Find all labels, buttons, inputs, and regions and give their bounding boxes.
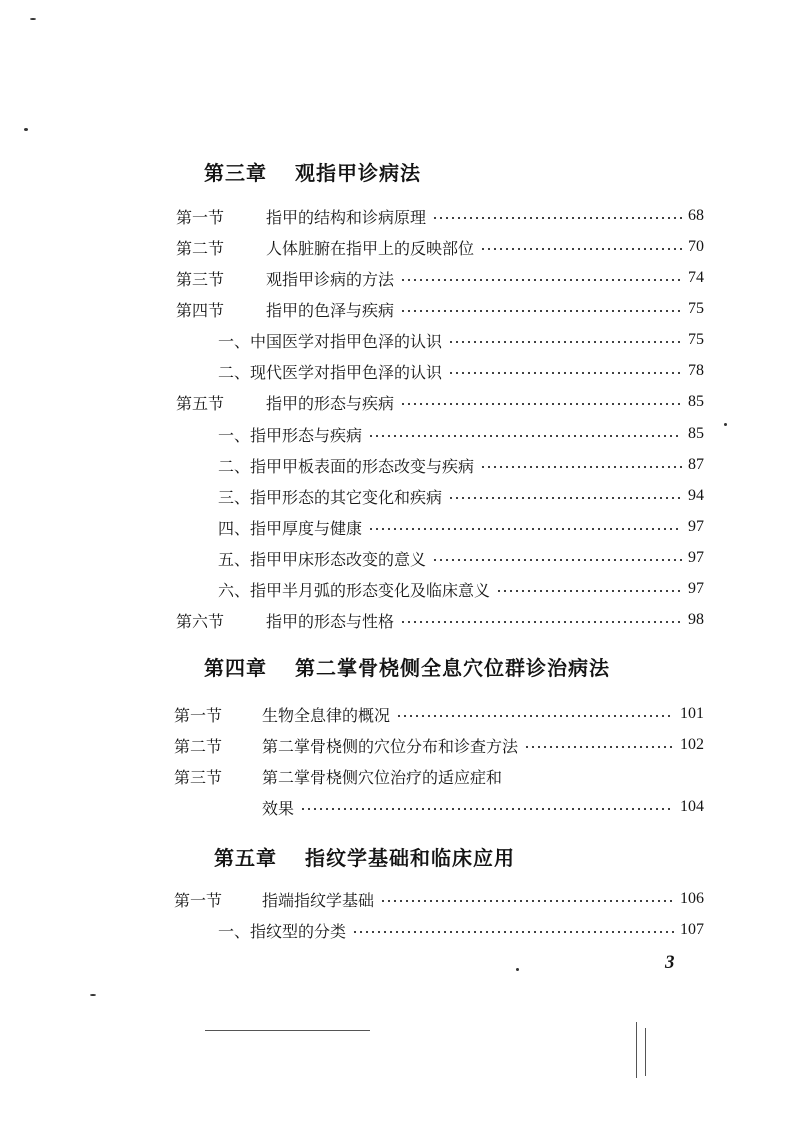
chapter-heading — [204, 157, 421, 186]
toc-entry[interactable] — [218, 452, 704, 478]
toc-title: 人体脏腑在指甲上的反映部位 — [266, 238, 475, 258]
chapter-heading — [204, 652, 610, 681]
toc-page: 102 — [680, 736, 704, 753]
toc-title: 效果 — [262, 798, 295, 818]
toc-section: 第二节 — [176, 238, 225, 258]
chapter-label: 第三章 — [204, 161, 267, 185]
toc-page: 87 — [688, 456, 704, 473]
scan-speck — [724, 423, 727, 426]
dot-leader — [432, 217, 682, 219]
toc-entry[interactable] — [176, 203, 704, 229]
chapter-title: 观指甲诊病法 — [295, 161, 421, 185]
toc-page: 94 — [688, 487, 704, 504]
toc-section: 第三节 — [176, 269, 225, 289]
toc-page: 107 — [680, 921, 704, 938]
toc-page: 97 — [688, 580, 704, 597]
toc-entry[interactable] — [174, 732, 704, 758]
toc-page: 75 — [688, 300, 704, 317]
page-number: 3 — [665, 952, 675, 973]
toc-section: 第二节 — [174, 736, 223, 756]
toc-title: 指甲的形态与性格 — [266, 611, 395, 631]
dot-leader — [368, 435, 682, 437]
dot-leader — [496, 590, 682, 592]
toc-page: 85 — [688, 393, 704, 410]
toc-title: 第二掌骨桡侧的穴位分布和诊查方法 — [262, 736, 519, 756]
toc-entry[interactable] — [218, 917, 704, 943]
toc-title: 四、指甲厚度与健康 — [218, 518, 363, 538]
toc-title: 第二掌骨桡侧穴位治疗的适应症和 — [262, 767, 503, 787]
toc-title: 一、中国医学对指甲色泽的认识 — [218, 331, 443, 351]
toc-title: 生物全息律的概况 — [262, 705, 391, 725]
dot-leader — [400, 403, 682, 405]
dot-leader — [400, 310, 682, 312]
scan-speck — [516, 968, 519, 971]
dot-leader — [368, 528, 682, 530]
dot-leader — [396, 715, 674, 717]
toc-title: 五、指甲甲床形态改变的意义 — [218, 549, 427, 569]
toc-entry[interactable] — [218, 514, 704, 540]
dot-leader — [432, 559, 682, 561]
chapter-heading — [214, 842, 515, 871]
chapter-label: 第五章 — [214, 846, 277, 870]
toc-section: 第一节 — [176, 207, 225, 227]
toc-title: 二、指甲甲板表面的形态改变与疾病 — [218, 456, 475, 476]
toc-entry[interactable] — [218, 327, 704, 353]
toc-entry[interactable] — [218, 576, 704, 602]
toc-entry[interactable] — [218, 358, 704, 384]
toc-page: 98 — [688, 611, 704, 628]
dot-leader — [480, 248, 682, 250]
toc-section: 第一节 — [174, 705, 223, 725]
toc-title: 指甲的结构和诊病原理 — [266, 207, 427, 227]
toc-section: 第六节 — [176, 611, 225, 631]
dot-leader — [400, 621, 682, 623]
toc-title: 观指甲诊病的方法 — [266, 269, 395, 289]
toc-page: 106 — [680, 890, 704, 907]
toc-title: 一、指纹型的分类 — [218, 921, 347, 941]
toc-page: 97 — [688, 518, 704, 535]
toc-page: 97 — [688, 549, 704, 566]
toc-page: 78 — [688, 362, 704, 379]
scan-speck — [90, 994, 96, 996]
toc-entry[interactable] — [176, 265, 704, 291]
scan-rule — [636, 1022, 637, 1078]
toc-section: 第一节 — [174, 890, 223, 910]
toc-entry[interactable] — [176, 389, 704, 415]
toc-title: 六、指甲半月弧的形态变化及临床意义 — [218, 580, 491, 600]
dot-leader — [300, 808, 674, 810]
dot-leader — [400, 279, 682, 281]
toc-entry[interactable] — [262, 794, 704, 820]
toc-title: 指端指纹学基础 — [262, 890, 375, 910]
scan-speck — [30, 18, 36, 20]
scan-speck — [24, 128, 28, 131]
toc-title: 指甲的色泽与疾病 — [266, 300, 395, 320]
toc-page: 68 — [688, 207, 704, 224]
dot-leader — [524, 746, 674, 748]
toc-page: 101 — [680, 705, 704, 722]
toc-title: 一、指甲形态与疾病 — [218, 425, 363, 445]
toc-title: 指甲的形态与疾病 — [266, 393, 395, 413]
toc-entry[interactable] — [218, 421, 704, 447]
toc-entry[interactable] — [174, 701, 704, 727]
dot-leader — [380, 900, 674, 902]
toc-page: 70 — [688, 238, 704, 255]
dot-leader — [448, 341, 682, 343]
toc-entry[interactable] — [174, 886, 704, 912]
toc-page: 104 — [680, 798, 704, 815]
toc-entry[interactable] — [218, 545, 704, 571]
toc-page: 85 — [688, 425, 704, 442]
toc-page: 75 — [688, 331, 704, 348]
toc-title: 二、现代医学对指甲色泽的认识 — [218, 362, 443, 382]
chapter-title: 指纹学基础和临床应用 — [305, 846, 515, 870]
toc-entry[interactable] — [176, 607, 704, 633]
toc-entry[interactable] — [174, 763, 704, 789]
dot-leader — [352, 931, 674, 933]
scan-rule — [205, 1030, 370, 1031]
toc-section: 第四节 — [176, 300, 225, 320]
dot-leader — [480, 466, 682, 468]
dot-leader — [448, 372, 682, 374]
chapter-label: 第四章 — [204, 656, 267, 680]
scan-rule — [645, 1028, 646, 1076]
toc-entry[interactable] — [176, 234, 704, 260]
toc-entry[interactable] — [176, 296, 704, 322]
toc-page: 74 — [688, 269, 704, 286]
dot-leader — [448, 497, 682, 499]
toc-section: 第五节 — [176, 393, 225, 413]
toc-title: 三、指甲形态的其它变化和疾病 — [218, 487, 443, 507]
chapter-title: 第二掌骨桡侧全息穴位群诊治病法 — [295, 656, 610, 680]
toc-section: 第三节 — [174, 767, 223, 787]
toc-entry[interactable] — [218, 483, 704, 509]
